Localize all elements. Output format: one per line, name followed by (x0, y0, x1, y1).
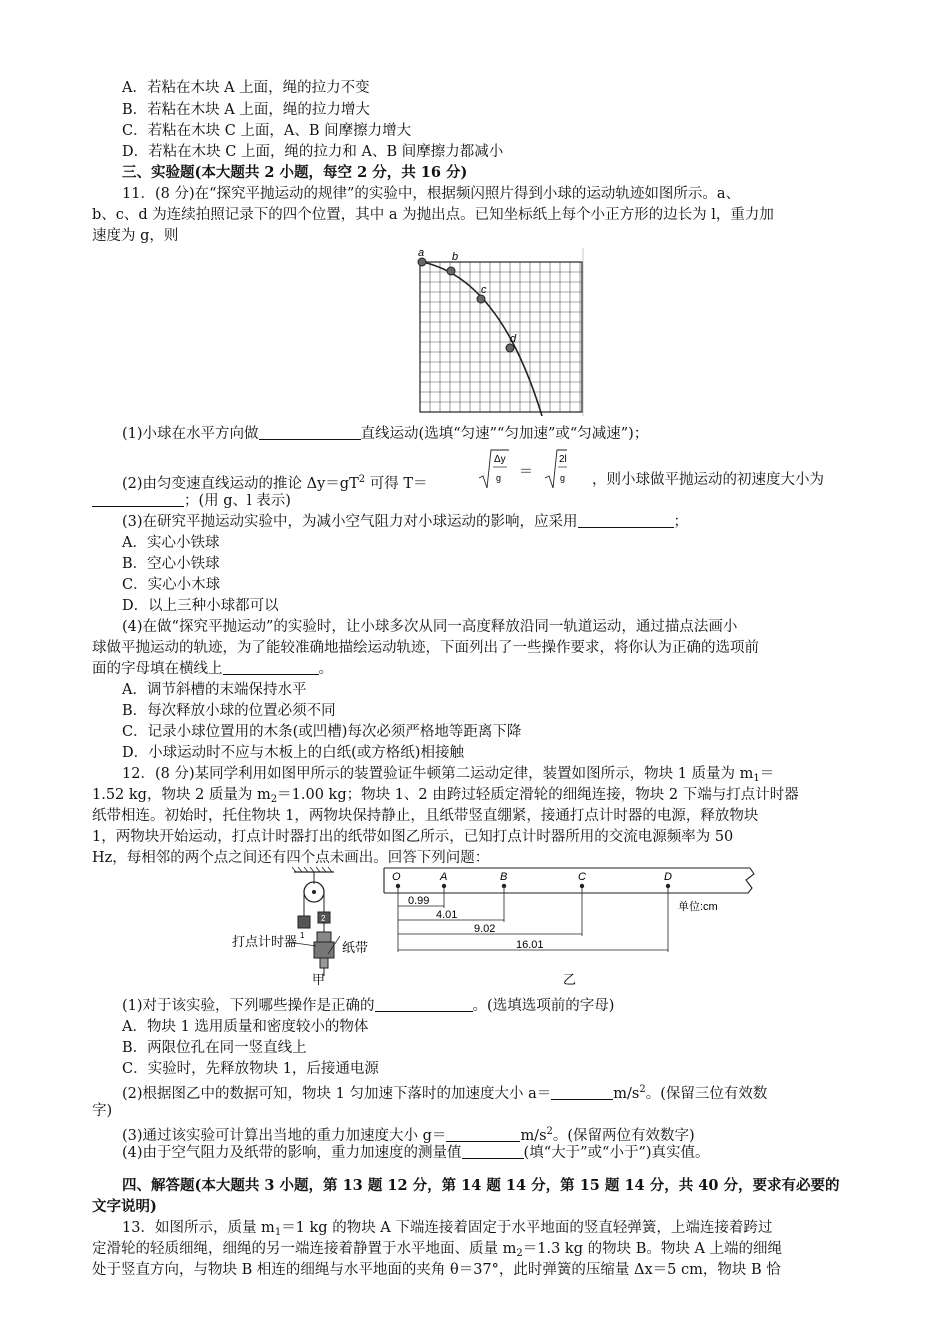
tape-dot-o (396, 884, 400, 888)
q12-line2-b: ＝1.00 kg；物块 1、2 由跨过轻质定滑轮的细绳连接，物块 2 下端与打点计时器 (277, 787, 799, 803)
tape-label-a: A (440, 871, 448, 883)
q12-part1-text-b: 。(选填选项前的字母) (472, 998, 615, 1014)
q11-part3-blank[interactable] (578, 513, 674, 528)
q11-line1: 11．(8 分)在“探究平抛运动的规律”的实验中，根据频闪照片得到小球的运动轨迹如图所示。a、 (122, 186, 741, 202)
q11-part3 (122, 512, 892, 532)
q11-part2-tail: ，则小球做平抛运动的初速度大小为 (592, 472, 824, 488)
q13-line1-sub: 1 (274, 1227, 282, 1238)
q11-part3-option-b: B．空心小铁球 (122, 556, 220, 572)
q11-part3-text: (3)在研究平抛运动实验中，为减小空气阻力对小球运动的影响，应采用 (122, 514, 578, 530)
q10-option-a: A．若粘在木块 A 上面，绳的拉力不变 (122, 80, 370, 96)
q12-part3-text-c: 。(保留两位有效数字) (552, 1128, 695, 1144)
q10-option-d: D．若粘在木块 C 上面，绳的拉力和 A、B 间摩擦力都减小 (122, 144, 504, 160)
q11-part4-option-c: C．记录小球位置用的木条(或凹槽)每次必须严格地等距离下降 (122, 724, 522, 740)
q11-part2-sup: 2 (358, 474, 366, 485)
q12-part1-blank[interactable] (375, 997, 473, 1012)
block-1 (298, 916, 310, 928)
tape-label-b: B (500, 871, 508, 883)
q12-line1-b: ＝ (759, 766, 775, 782)
trajectory-figure (410, 248, 590, 420)
q12-part2-line2: 字) (92, 1103, 113, 1119)
radical-expressions (477, 446, 567, 492)
q13-line2-sub: 2 (516, 1248, 523, 1259)
equals-sign: ＝ (519, 463, 533, 479)
q12-part1-text-a: (1)对于该实验，下列哪些操作是正确的 (122, 998, 375, 1014)
tape-label-o: O (392, 871, 401, 883)
q11-part4-text: 面的字母填在横线上 (92, 661, 223, 677)
q12-part3-unit: m/s (520, 1128, 547, 1144)
q11-part2-line2 (92, 491, 862, 511)
q11-part4-option-b: B．每次释放小球的位置必须不同 (122, 703, 336, 719)
distance-od: 16.01 (516, 939, 544, 951)
q11-part4-option-d: D．小球运动时不应与木板上的白纸(或方格纸)相接触 (122, 745, 464, 761)
q11-part3-option-d: D．以上三种小球都可以 (122, 598, 279, 614)
q11-part1-blank[interactable] (259, 425, 361, 440)
q12-part4-blank[interactable] (462, 1144, 524, 1159)
q11-part2-text-a: (2)由匀变速直线运动的推论 Δy＝gT (122, 476, 359, 492)
q12-part3-blank[interactable] (446, 1127, 520, 1142)
q11-part1-text-a: (1)小球在水平方向做 (122, 426, 259, 442)
q11-part4-line1: (4)在做“探究平抛运动”的实验时，让小球多次从同一高度释放沿同一轨道运动，通过描点法画小 (122, 619, 738, 635)
section4-title-line2: 文字说明) (92, 1198, 157, 1215)
frac1-den: g (496, 473, 502, 483)
q11-part4-line2: 球做平抛运动的轨迹，为了能较准确地描绘运动轨迹，下面列出了一些操作要求，将你认为正确的选项前 (92, 640, 759, 656)
point-b-label: b (452, 251, 459, 263)
q12-part2-text-a: (2)根据图乙中的数据可知，物块 1 匀加速下落时的加速度大小 a＝ (122, 1086, 552, 1102)
timer-top (317, 932, 331, 942)
section3-title: 三、实验题(本大题共 2 小题，每空 2 分，共 16 分) (122, 164, 468, 181)
q12-part3-sup: 2 (546, 1126, 553, 1137)
distance-oa: 0.99 (408, 895, 430, 907)
q11-part3-end: ； (673, 514, 689, 530)
tape-dot-b (502, 884, 506, 888)
unit-label: 单位:cm (678, 901, 718, 913)
q12-line2-sub: 2 (270, 794, 278, 805)
tape-label-c: C (578, 871, 586, 883)
tape-dot-c (580, 884, 584, 888)
q12-part4 (122, 1143, 892, 1163)
distance-ob: 4.01 (436, 909, 458, 921)
q12-part1-option-c: C．实验时，先释放物块 1，后接通电源 (122, 1061, 379, 1077)
q12-part1-option-a: A．物块 1 选用质量和密度较小的物体 (122, 1019, 369, 1035)
q10-option-b: B．若粘在木块 A 上面，绳的拉力增大 (122, 102, 370, 118)
q10-option-c: C．若粘在木块 C 上面，A、B 间摩擦力增大 (122, 123, 412, 139)
tape-label-d: D (664, 871, 672, 883)
q12-line1-sub: 1 (753, 773, 760, 784)
distance-oc: 9.02 (474, 923, 496, 935)
q11-part2-blank[interactable] (92, 492, 184, 507)
q12-line5: Hz，每相邻的两个点之间还有四个点未画出。回答下列问题： (92, 850, 490, 866)
point-d-marker (506, 344, 514, 352)
q11-part3-option-a: A．实心小铁球 (122, 535, 220, 551)
q11-part4-line3 (92, 659, 862, 679)
q12-part3-text-a: (3)通过该实验可计算出当地的重力加速度大小 g＝ (122, 1128, 447, 1144)
q11-part3-option-c: C．实心小木球 (122, 577, 221, 593)
frac2-num: 2l (559, 454, 567, 465)
q13-line2-a: 定滑轮的轻质细绳，细绳的另一端连接着静置于水平地面、质量 m (92, 1241, 517, 1257)
tape-dot-a (442, 884, 446, 888)
paper-tape-figure (378, 866, 760, 990)
q11-part1-text-b: 直线运动(选填“匀速”“匀加速”或“匀减速”)； (360, 426, 649, 442)
block-1-label: 1 (300, 931, 305, 940)
q12-line1-a: 12．(8 分)某同学利用如图甲所示的装置验证牛顿第二运动定律，装置如图所示，物块 1 质量为 m (122, 766, 754, 782)
q12-part2-sup: 2 (639, 1084, 646, 1095)
tape-label: 纸带 (342, 940, 369, 955)
q12-part1-option-b: B．两限位孔在同一竖直线上 (122, 1040, 307, 1056)
timer-label: 打点计时器 (232, 934, 298, 949)
q13-line1-b: ＝1 kg 的物块 A 下端连接着固定于水平地面的竖直轻弹簧，上端连接着跨过 (281, 1220, 773, 1236)
q12-part2-unit: m/s (613, 1086, 640, 1102)
point-d-label: d (510, 333, 517, 345)
q12-part2-blank[interactable] (551, 1085, 613, 1100)
tape-dot-d (666, 884, 670, 888)
frac1-num: Δy (494, 454, 506, 465)
q13-line2-b: ＝1.3 kg 的物块 B。物块 A 上端的细绳 (522, 1241, 783, 1257)
q11-part4-blank[interactable] (223, 660, 319, 675)
apparatus-figure (230, 866, 380, 988)
q12-part1 (122, 996, 892, 1016)
q11-part4-option-a: A．调节斜槽的末端保持水平 (122, 682, 307, 698)
q12-line3: 纸带相连。初始时，托住物块 1，两物块保持静止，且纸带竖直绷紧，接通打点计时器的电源，释放物块 (92, 808, 759, 824)
grid (420, 262, 582, 412)
q12-part2-text-c: 。(保留三位有效数 (645, 1086, 768, 1102)
q12-part4-text-b: (填“大于”或“小于”)真实值。 (523, 1145, 710, 1161)
point-c-marker (477, 295, 485, 303)
q11-part1 (122, 424, 892, 444)
q11-line3: 速度为 g，则 (92, 228, 179, 244)
q11-part2-text-d: ；(用 g、l 表示) (184, 493, 291, 509)
q11-part2-text-b: 可得 T＝ (365, 476, 428, 492)
section4-title-line1: 四、解答题(本大题共 3 小题，第 13 题 12 分，第 14 题 14 分，第 15 题 14 分，共 40 分，要求有必要的 (122, 1177, 840, 1194)
point-b-marker (447, 267, 455, 275)
q12-part4-text-a: (4)由于空气阻力及纸带的影响，重力加速度的测量值 (122, 1145, 462, 1161)
point-c-label: c (481, 284, 487, 296)
q12-line2-a: 1.52 kg，物块 2 质量为 m (92, 787, 271, 803)
q13-line3: 处于竖直方向，与物块 B 相连的细绳与水平地面的夹角 θ＝37°，此时弹簧的压缩量 Δx＝5 cm，物块 B 恰 (92, 1262, 781, 1278)
q11-line2: b、c、d 为连续拍照记录下的四个位置，其中 a 为抛出点。已知坐标纸上每个小正方形的边长为 l，重力加 (92, 207, 774, 223)
frac2-den: g (560, 473, 566, 483)
q13-line1-a: 13．如图所示，质量 m (122, 1220, 275, 1236)
figure-jia-label: 甲 (312, 972, 326, 987)
q11-part4-end: 。 (318, 661, 333, 677)
block-2-label: 2 (321, 914, 326, 923)
point-a-marker (418, 258, 426, 266)
figure-yi-label: 乙 (563, 972, 577, 987)
point-a-label: a (418, 248, 425, 259)
q12-line4: 1，两物块开始运动，打点计时器打出的纸带如图乙所示，已知打点计时器所用的交流电源频率为 50 (92, 829, 734, 845)
